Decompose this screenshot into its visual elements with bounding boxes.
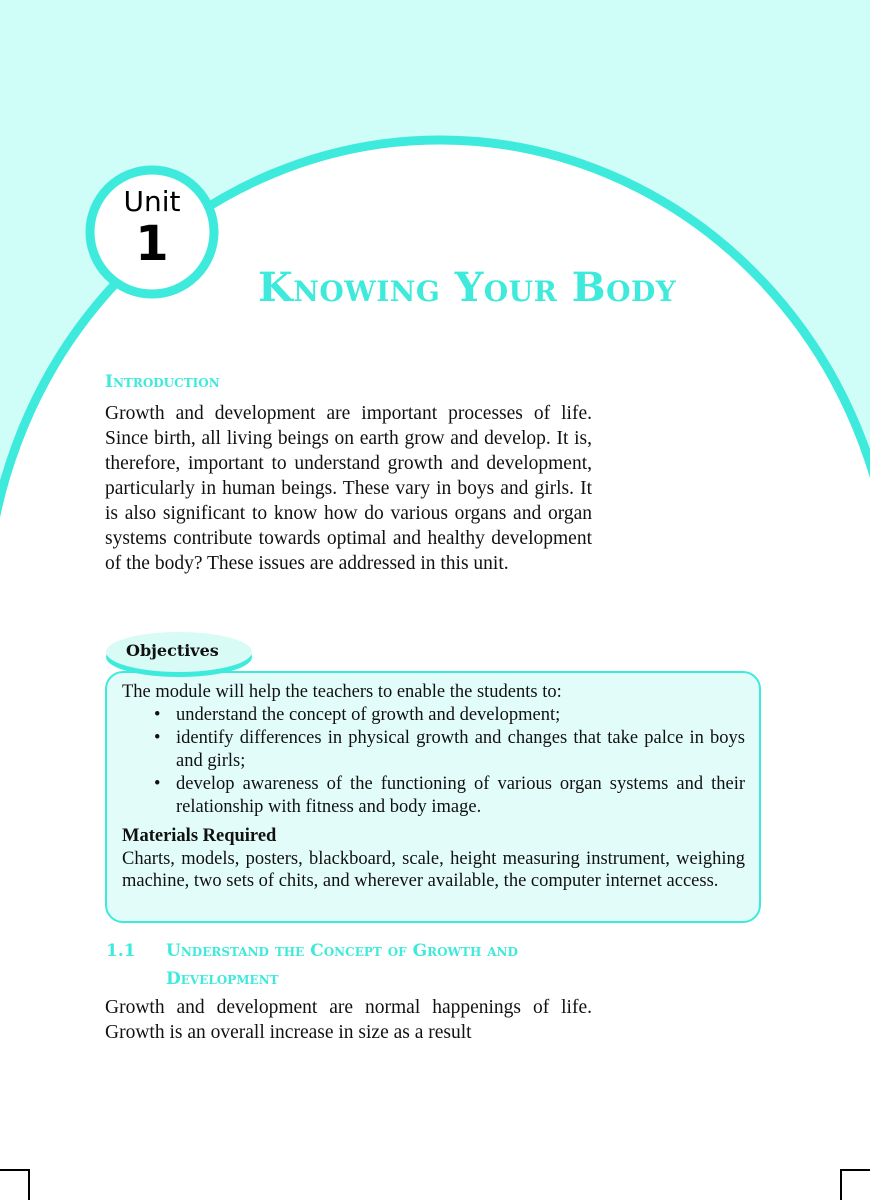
objective-item: • identify differences in physical growth and changes that take palce in boys and girls; <box>176 727 745 773</box>
section-heading <box>106 937 606 993</box>
unit-badge <box>90 186 214 270</box>
unit-label: Unit <box>123 185 181 218</box>
objective-item: • develop awareness of the functioning of various organ systems and their relationship with fitness and body image. <box>176 773 745 819</box>
unit-number: 1 <box>135 216 169 272</box>
objectives-list <box>122 704 745 819</box>
materials-heading: Materials Required <box>122 826 277 846</box>
objectives-lead: The module will help the teachers to enable the students to: <box>122 682 562 702</box>
objectives-tab <box>106 632 252 672</box>
section-text: Growth and development are normal happenings of life. Growth is an overall increase in size as a result <box>105 997 592 1043</box>
objectives-tab-label: Objectives <box>126 641 219 660</box>
section-number: 1.1 <box>106 941 136 961</box>
section-title: Understand the Concept of Growth and Development <box>166 941 518 989</box>
page-title: Knowing Your Body <box>258 264 677 311</box>
introduction-text: Growth and development are important processes of life. Since birth, all living beings on earth grow and develop. It is, therefore, important to understand growth and development, particularly in human beings. These vary in boys and girls. It is also significant to know how do various organs and organ systems contribute towards optimal and healthy development of the body? These issues are addressed in this unit. <box>105 403 592 574</box>
introduction-heading: Introduction <box>105 372 220 392</box>
objectives-box <box>105 671 761 923</box>
objective-item: • understand the concept of growth and development; <box>176 704 745 727</box>
materials-text: Charts, models, posters, blackboard, scale, height measuring instrument, weighing machine, two sets of chits, and wherever available, the computer internet access. <box>122 849 745 891</box>
